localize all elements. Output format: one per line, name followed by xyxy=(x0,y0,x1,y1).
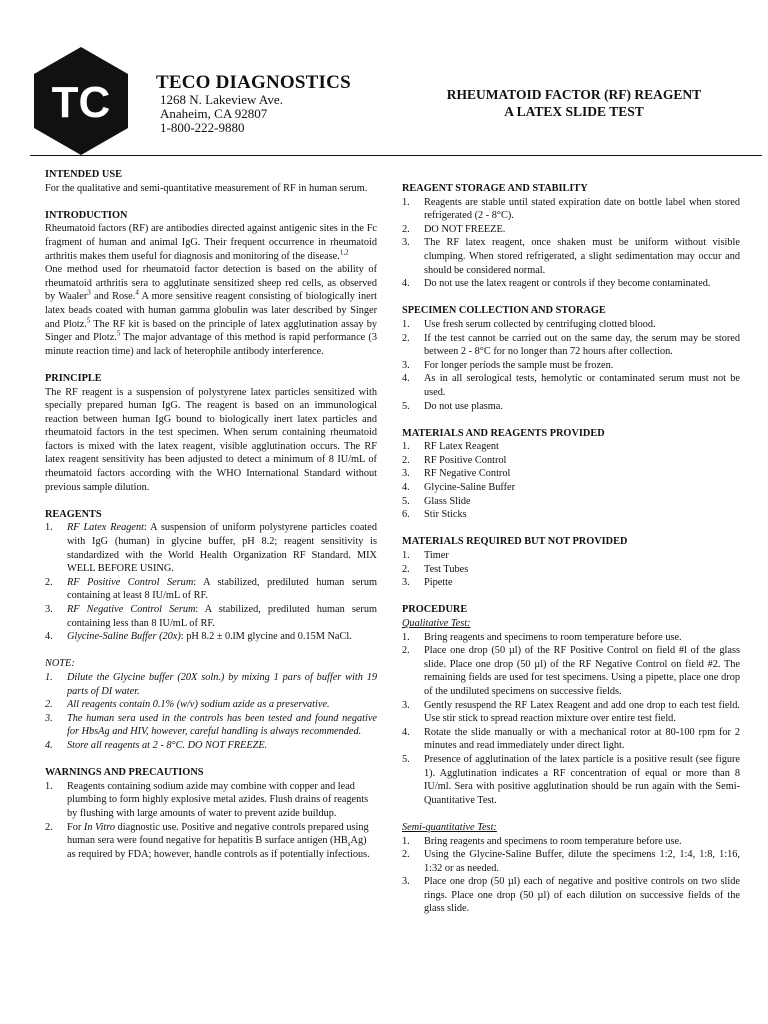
warnings-list xyxy=(45,780,377,862)
list-item: 3. RF Negative Control xyxy=(402,468,511,480)
company-phone: 1-800-222-9880 xyxy=(160,120,245,135)
list-item: 5. Do not use plasma. xyxy=(402,400,503,412)
principle-heading: PRINCIPLE xyxy=(45,372,102,384)
list-item: 1. Reagents containing sodium azide may combine with copper and lead plumbing to form highly explosive metal azides. Flush drains of reagents by flushing with large amounts of water to prevent azide buildup. xyxy=(45,780,369,819)
list-item: 3. Pipette xyxy=(402,577,453,589)
list-item: 3. For longer periods the sample must be frozen. xyxy=(402,359,614,371)
list-item: 4. As in all serological tests, hemolytic or contaminated serum must not be used. xyxy=(402,373,740,398)
warnings-heading: WARNINGS AND PRECAUTIONS xyxy=(45,767,204,779)
list-item: 4. Glycine-Saline Buffer xyxy=(402,482,516,494)
specimen-list xyxy=(402,318,740,413)
list-item: 6. Stir Sticks xyxy=(402,509,467,521)
document-title-line2: A LATEX SLIDE TEST xyxy=(504,104,644,119)
company-address-street: 1268 N. Lakeview Ave. xyxy=(160,92,283,107)
materials-required-heading: MATERIALS REQUIRED BUT NOT PROVIDED xyxy=(402,536,628,548)
materials-required-list xyxy=(402,549,740,590)
materials-provided-heading: MATERIALS AND REAGENTS PROVIDED xyxy=(402,427,605,439)
introduction-paragraph-1: Rheumatoid factors (RF) are antibodies directed against antigenic sites in the Fc fragment of human and animal IgG. Their frequent occurrence in rheumatoid arthritis makes them useful for diagnosis and monitoring of the disease.$^{1,2}$ xyxy=(45,223,377,262)
procedure-heading: PROCEDURE xyxy=(402,604,468,616)
logo-text: TC xyxy=(51,78,111,127)
reagents-list xyxy=(45,521,377,643)
list-item: 1. Timer xyxy=(402,550,449,562)
company-name: TECO DIAGNOSTICS xyxy=(156,72,351,93)
list-item: 3. The human sera used in the controls has been tested and found negative for HbsAg and HIV, however, careful handling is always recommended. xyxy=(45,712,377,738)
list-item: 4. Rotate the slide manually or with a mechanical rotor at 80-100 rpm for 2 minutes and read immediately under direct light. xyxy=(402,726,740,752)
list-item: 1. Bring reagents and specimens to room temperature before use. xyxy=(402,631,682,643)
list-item: 1. Dilute the Glycine buffer (20X soln.) by mixing 1 pars of buffer with 19 parts of DI water. xyxy=(45,671,377,697)
intended-use-text: For the qualitative and semi-quantitative measurement of RF in human serum. xyxy=(45,182,368,194)
list-item: 3. RF Negative Control Serum: A stabilized, prediluted human serum containing less than 8 IU/mL of RF. xyxy=(45,604,377,629)
list-item: 2. Test Tubes xyxy=(402,563,469,575)
specimen-heading: SPECIMEN COLLECTION AND STORAGE xyxy=(402,305,606,317)
teco-logo xyxy=(34,47,128,155)
intended-use-heading: INTENDED USE xyxy=(45,169,122,180)
note-heading: NOTE: xyxy=(45,658,75,670)
semi-quantitative-test-list xyxy=(402,835,740,917)
list-item: 4. Glycine-Saline Buffer (20x): pH 8.2 ± 0.lM glycine and 0.15M NaCl. xyxy=(45,631,352,643)
list-item: 1. RF Latex Reagent: A suspension of uniform polystyrene particles coated with IgG (human) in glycine buffer, pH 8.2; reagent sensitivity is standardized with the World Health Organization RF Standard. MIX WELL BEFORE USING. xyxy=(45,522,377,575)
reagents-heading: REAGENTS xyxy=(45,508,102,520)
list-item: 3. Gently resuspend the RF Latex Reagent and add one drop to each test field. Use stir stick to spread reaction mixture over entire test field. xyxy=(402,699,740,725)
list-item: 2. For In Vitro diagnostic use. Positive and negative controls prepared using human sera were found negative for hepatitis B surface antigen $(HB_sAg)$ as required by FDA; however, handle controls as if potentially infectious. xyxy=(45,821,370,860)
semi-quantitative-test-heading: Semi-quantitative Test: xyxy=(402,821,497,833)
header-divider xyxy=(30,155,762,156)
document-title-line1: RHEUMATOID FACTOR (RF) REAGENT xyxy=(446,87,702,102)
right-column xyxy=(402,182,740,916)
list-item: 5. Glass Slide xyxy=(402,495,471,507)
list-item: 4. Store all reagents at 2 - 8°C. DO NOT FREEZE. xyxy=(45,739,268,751)
list-item: 2. DO NOT FREEZE. xyxy=(402,223,506,235)
principle-text: The RF reagent is a suspension of polystyrene latex particles sensitized with specially prepared human IgG. The reagent is based on an immunological reaction between human IgG bound to biologically inert latex particles and rheumatoid factors in the test specimen. When serum containing rheumatoid factors is mixed with the latex reagent, visible agglutination occurs. The RF latex reagent sensitivity has been adjusted to detect a minimum of 8 IU/mL of rheumatoid factors according with the WHO International Standard without previous sample dilution. xyxy=(45,386,377,493)
qualitative-test-list xyxy=(402,631,740,808)
list-item: 2. RF Positive Control xyxy=(402,454,507,466)
list-item: 1. RF Latex Reagent xyxy=(402,441,499,453)
list-item: 1. Use fresh serum collected by centrifuging clotted blood. xyxy=(402,318,656,330)
list-item: 3. Place one drop (50 µl) each of negative and positive controls on two slide rings. Place one drop (50 µl) of each dilution on successive fields of the glass slide. xyxy=(402,876,740,915)
list-item: 1. Bring reagents and specimens to room temperature before use. xyxy=(402,835,682,847)
left-column xyxy=(45,168,377,861)
note-list xyxy=(45,671,377,753)
list-item: 1. Reagents are stable until stated expiration date on bottle label when stored refrigerated (2 - 8°C). xyxy=(402,196,740,222)
list-item: 2. RF Positive Control Serum: A stabilized, prediluted human serum containing at least 8 IU/mL of RF. xyxy=(45,576,377,602)
storage-heading: REAGENT STORAGE AND STABILITY xyxy=(402,183,588,194)
list-item: 4. Do not use the latex reagent or controls if they become contaminated. xyxy=(402,278,711,290)
list-item: 2. Using the Glycine-Saline Buffer, dilute the specimens 1:2, 1:4, 1:8, 1:16, 1:32 or as needed. xyxy=(402,849,740,874)
qualitative-test-heading: Qualitative Test: xyxy=(402,618,471,629)
company-block xyxy=(156,72,351,135)
introduction-heading: INTRODUCTION xyxy=(45,209,128,221)
list-item: 2. Place one drop (50 µl) of the RF Positive Control on field #l of the glass slide. Place one drop (50 µl) of the RF Negative Control on field #2. The remaining fields are used for test specimens. Using a pipette, place one drop of the undiluted specimens on successive fields. xyxy=(402,645,740,697)
storage-list xyxy=(402,196,740,291)
introduction-paragraph-2: One method used for rheumatoid factor detection is based on the ability of rheumatoid arthritis sera to agglutinate sensitized sheep red cells, as observed by Waaler$^3$ and Rose.$^4$ A more sensitive reagent consisting of biologically inert latex beads coated with human gamma globulin was later described by Singer and Plotz.$^5$ The RF kit is based on the principle of latex agglutination assay by Singer and Plotz.$^5$ The major advantage of this method is rapid performance (3 minute reaction time) and lack of heterophile antibody interference. xyxy=(45,264,377,357)
list-item: 5. Presence of agglutination of the latex particle is a positive result (see figure 1). Agglutination indicates a RF concentration of equal or more than 8 IU/ml. Sera with positive agglutination should be run again with the Semi-Quantitative Test. xyxy=(402,753,740,806)
document-title xyxy=(420,86,728,120)
list-item: 2. All reagents contain 0.1% (w/v) sodium azide as a preservative. xyxy=(45,699,330,711)
list-item: 2. If the test cannot be carried out on the same day, the serum may be stored between 2 - 8°C for no longer than 72 hours after collection. xyxy=(402,332,740,358)
materials-provided-list xyxy=(402,440,740,522)
company-address-city: Anaheim, CA 92807 xyxy=(160,106,268,121)
list-item: 3. The RF latex reagent, once shaken must be uniform without visible clumping. When stored refrigerated, a slight sedimentation may occur and should be considered normal. xyxy=(402,237,740,276)
